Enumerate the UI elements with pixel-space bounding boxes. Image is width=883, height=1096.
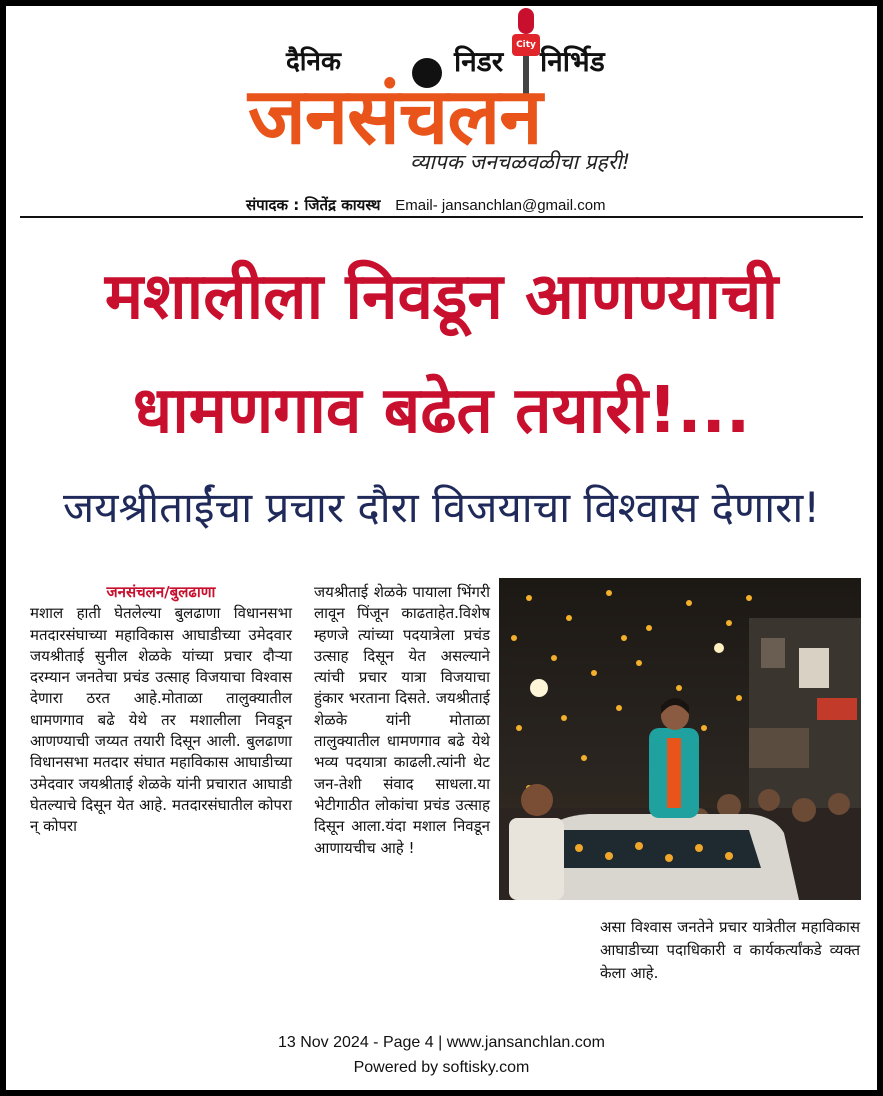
- photo-caption: असा विश्वास जनतेने प्रचार यात्रेतील महाविकास आघाडीच्या पदाधिकारी व कार्यकर्त्यांकडे व्यक्त केला आहे.: [600, 918, 860, 982]
- masthead-dainik: दैनिक: [286, 47, 341, 77]
- editor-line: [246, 195, 606, 215]
- footer-date-page: 13 Nov 2024 - Page 4 | www.jansanchlan.com: [277, 1034, 605, 1051]
- editor-email: Email- jansanchlan@gmail.com: [395, 197, 606, 214]
- article-column-2: [314, 582, 490, 859]
- rally-photo: [499, 578, 861, 900]
- masthead-tagline: व्यापक जनचळवळीचा प्रहरी!: [410, 150, 631, 174]
- mic-label: City: [512, 34, 540, 56]
- editor-label: संपादक : जितेंद्र कायस्थ: [246, 196, 381, 214]
- footer-powered-by: Powered by softisky.com: [353, 1059, 530, 1076]
- headline-line-1: मशालीला निवडून आणण्याची: [104, 260, 779, 334]
- masthead-nidar: निडर: [454, 45, 504, 78]
- masthead-nirbhid: निर्भिड: [540, 45, 605, 78]
- column-2-text: जयश्रीताई शेळके पायाला भिंगरी लावून पिंजून काढताहेत.विशेष म्हणजे त्यांच्या पदयात्रेला प्रचंड उत्साह दिसून येत असल्याने त्यांची प्रचार यात्रा विजयाचा हुंकार भरताना दिसते. जयश्रीताई शेळके यांनी मोताळा तालुक्यातील धामणगाव बढे येथे भव्य पदयात्रा काढली.त्यांनी थेट जन-तेशी संवाद साधला.या भेटीगाठीत लोकांचा प्रचंड उत्साह दिसून आला.यंदा मशाल निवडून आणायचीच आहे !: [314, 583, 490, 857]
- masthead: [240, 6, 640, 194]
- masthead-title: जनसंचलन: [248, 72, 542, 162]
- column-1-text: मशाल हाती घेतलेल्या बुलढाणा विधानसभा मतदारसंघाच्या महाविकास आघाडीच्या उमेदवार जयश्रीताई सुनील शेळके यांच्या प्रचार दौऱ्या दरम्यान जनतेचा प्रचंड उत्साह विजयाचा विश्वास देणारा ठरत आहे.मोताळा तालुक्यातील धामणगाव बढे येथे तर मशालीला निवडून आणण्याची जय्यत तयारी दिसून आली. बुलढाणा विधानसभा मतदार संघात महाविकास आघाडीच्या उमेदवार जयश्रीताई शेळके यांनी प्रचारात आघाडी घेतल्याचे दिसून येत आहे. मतदारसंघातील कोपरा न् कोपरा: [30, 604, 292, 836]
- article-column-1: [30, 582, 292, 838]
- masthead-divider: [20, 216, 863, 218]
- headline-line-2: धामणगाव बढेत तयारी!...: [132, 374, 751, 448]
- dateline: जनसंचलन/बुलढाणा: [106, 583, 216, 601]
- rally-photo-illustration: [499, 578, 861, 900]
- subheadline: जयश्रीताईंचा प्रचार दौरा विजयाचा विश्वास देणारा!: [62, 483, 821, 532]
